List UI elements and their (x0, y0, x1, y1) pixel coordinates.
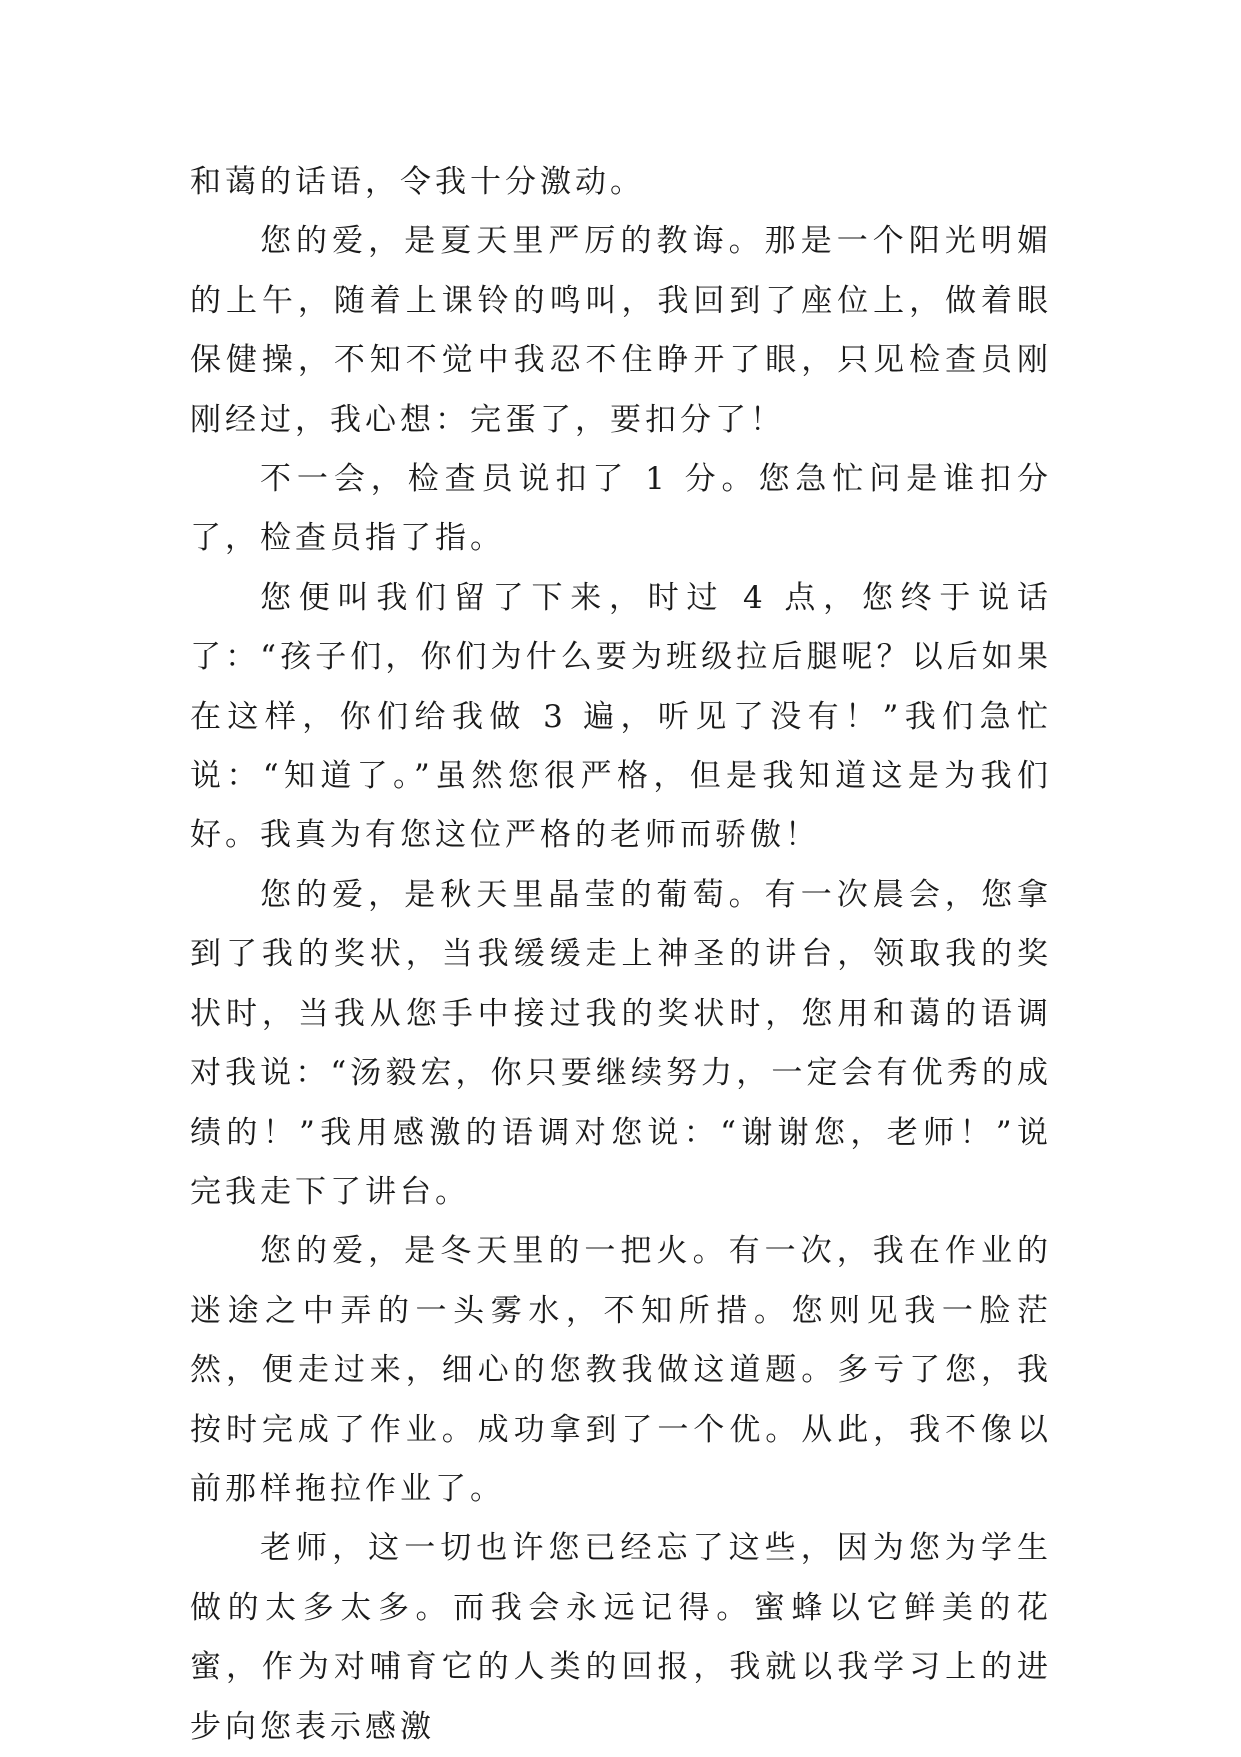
paragraph-autumn: 您的爱，是秋天里晶莹的葡萄。有一次晨会，您拿到了我的奖状，当我缓缓走上神圣的讲台，领取我的奖状时，当我从您手中接过我的奖状时，您用和蔼的语调对我说：“汤毅宏，你只要继续努力，一定会有优秀的成绩的！”我用感激的语调对您说：“谢谢您，老师！”说完我走下了讲台。 (190, 876, 1052, 1210)
paragraph-summer: 您的爱，是夏天里严厉的教诲。那是一个阳光明媚的上午，随着上课铃的鸣叫，我回到了座位上，做着眼保健操，不知不觉中我忍不住睁开了眼，只见检查员刚刚经过，我心想：完蛋了，要扣分了！ (190, 223, 1052, 438)
paragraph-continued: 和蔼的话语，令我十分激动。 (190, 164, 645, 200)
paragraph-winter: 您的爱，是冬天里的一把火。有一次，我在作业的迷途之中弄的一头雾水，不知所措。您则见我一脸茫然，便走过来，细心的您教我做这道题。多亏了您，我按时完成了作业。成功拿到了一个优。从此，我不像以前那样拖拉作业了。 (190, 1233, 1052, 1507)
essay-body (190, 153, 1052, 1757)
paragraph-closing: 老师，这一切也许您已经忘了这些，因为您为学生做的太多太多。而我会永远记得。蜜蜂以它鲜美的花蜜，作为对哺育它的人类的回报，我就以我学习上的进步向您表示感激 (190, 1530, 1052, 1745)
paragraph-teacher-talk: 您便叫我们留了下来，时过 4 点，您终于说话了：“孩子们，你们为什么要为班级拉后腿呢？以后如果在这样，你们给我做 3 遍，听见了没有！”我们急忙说：“知道了。”虽然您很严格，但是我知道这是为我们好。我真为有您这位严格的老师而骄傲！ (190, 579, 1052, 854)
paragraph-inspection: 不一会，检查员说扣了 1 分。您急忙问是谁扣分了，检查员指了指。 (190, 461, 1052, 557)
